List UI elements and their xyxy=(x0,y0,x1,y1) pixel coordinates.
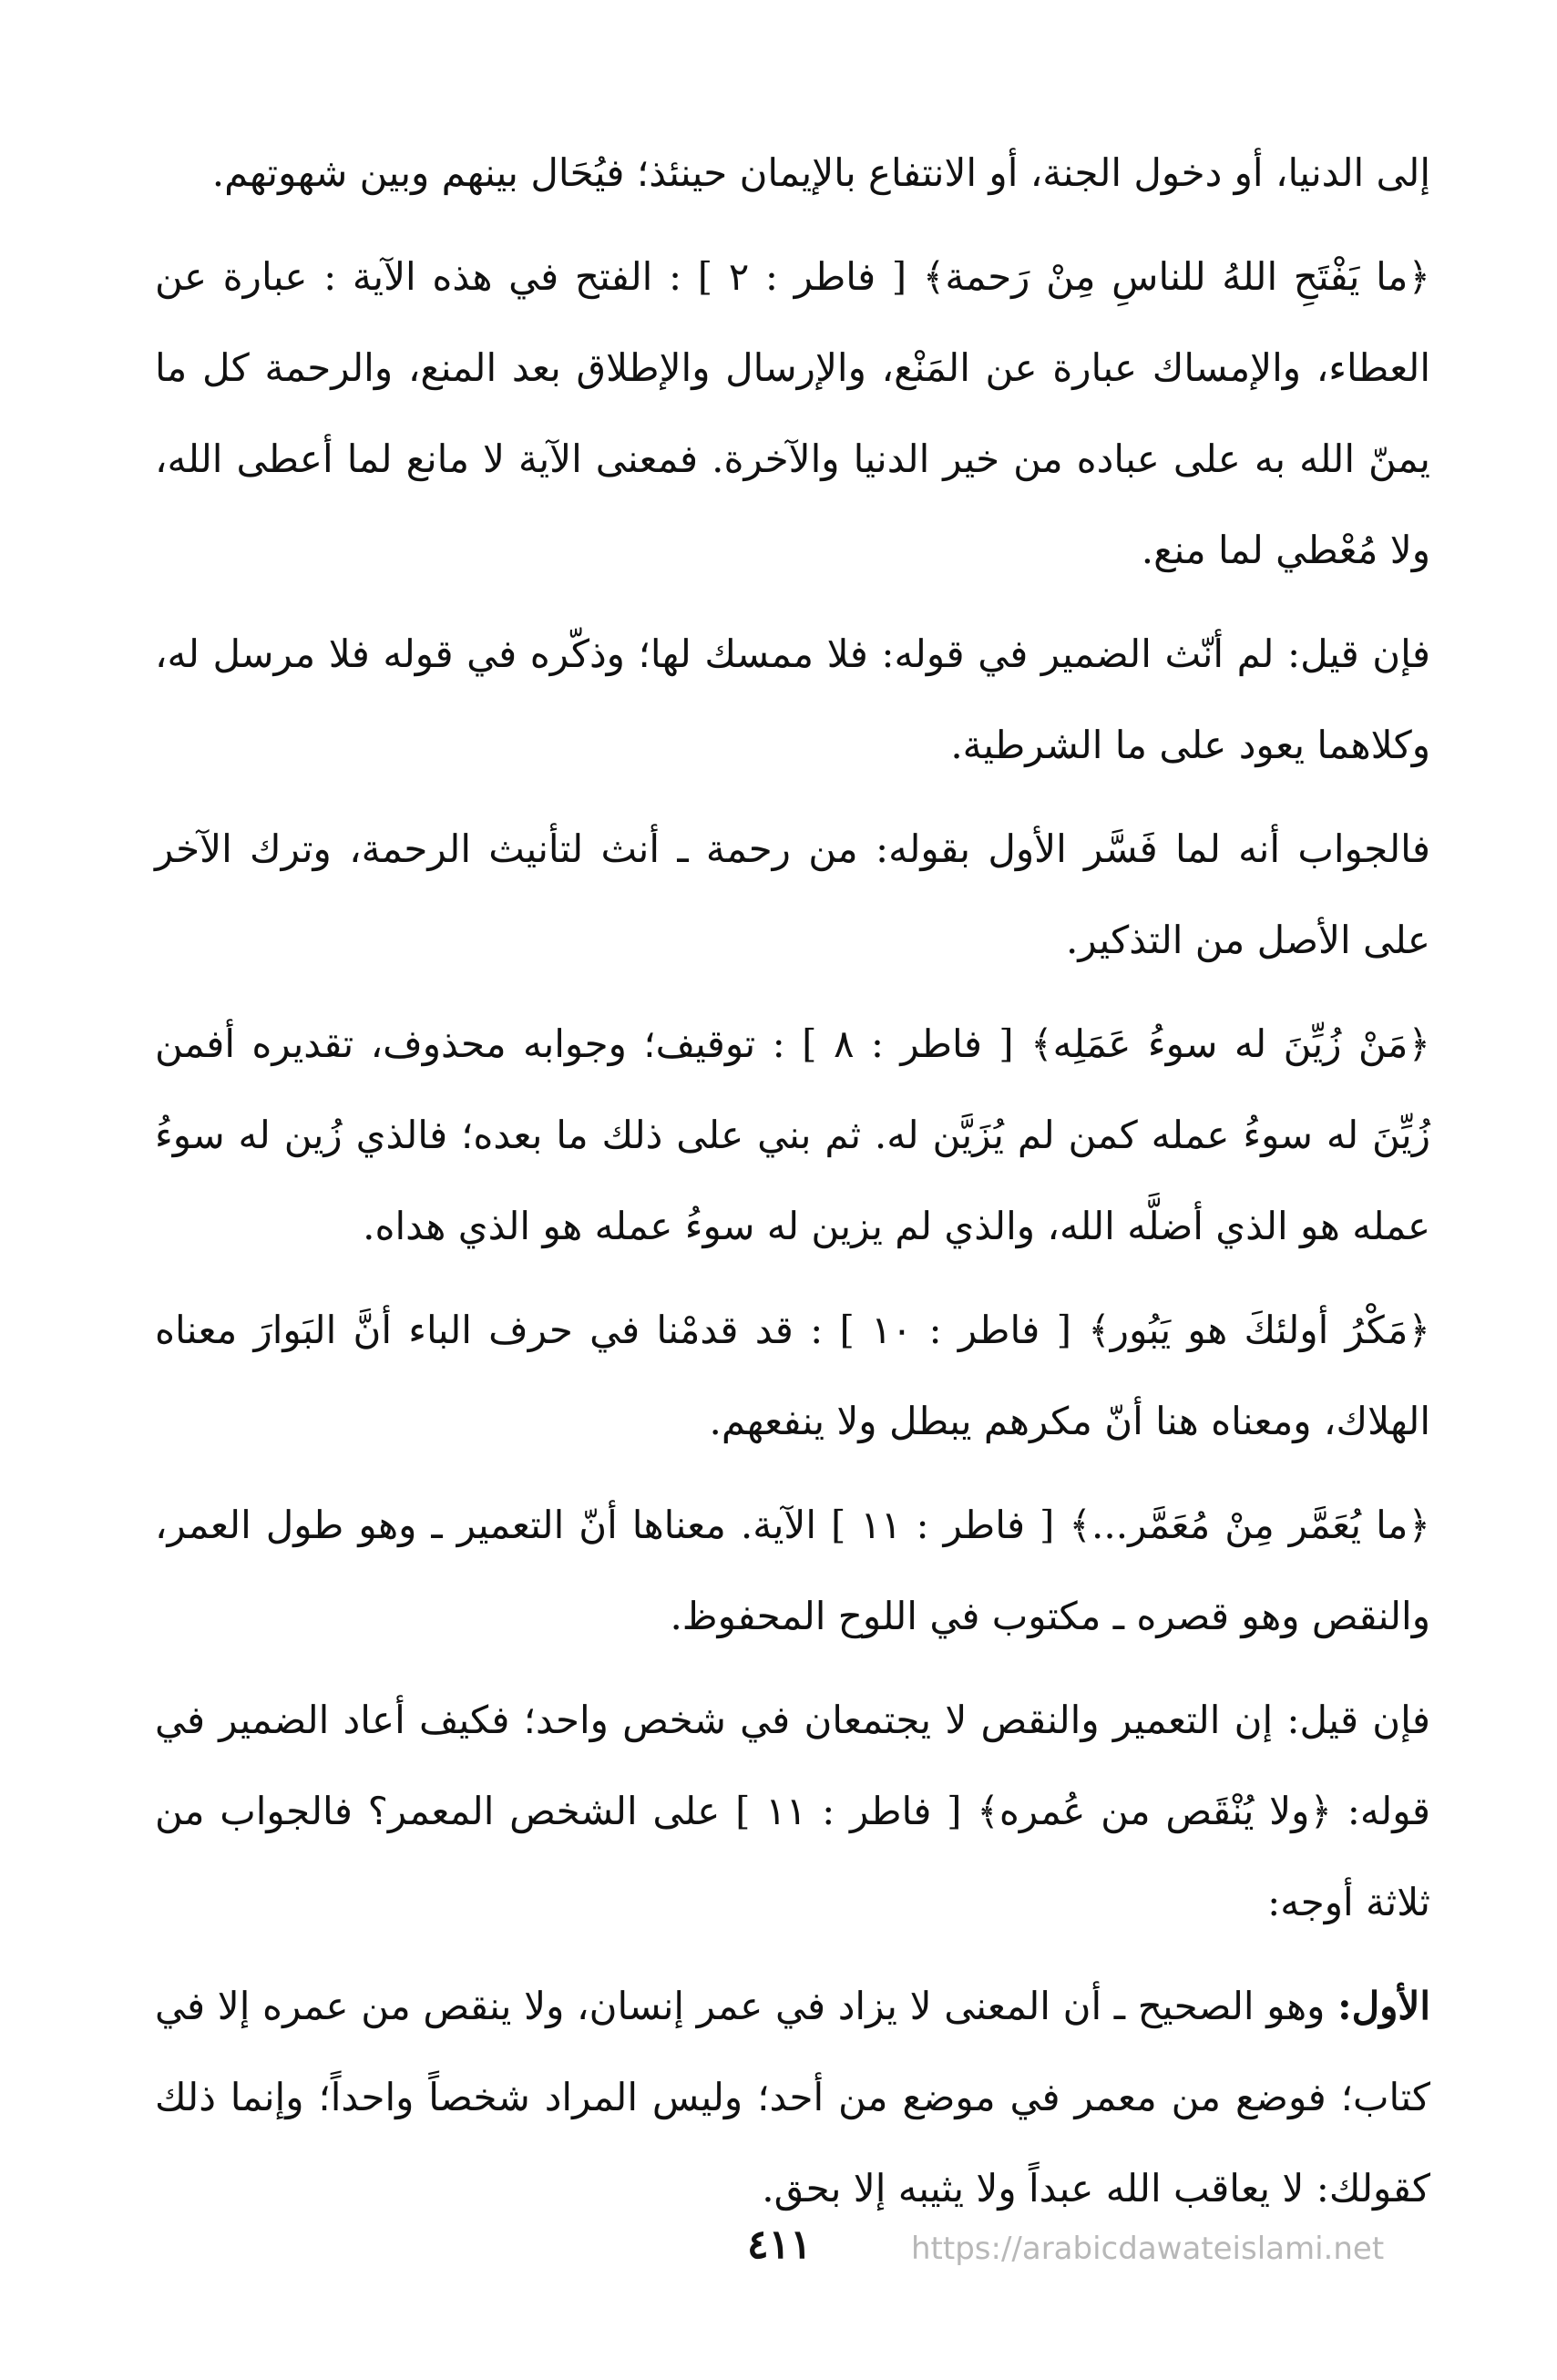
paragraph-2 xyxy=(155,231,1430,596)
watermark-url[interactable]: https://arabicdawateislami.net xyxy=(911,2231,1385,2267)
paragraph-7 xyxy=(155,1480,1430,1662)
paragraph-9-lead: الأول: xyxy=(1337,1984,1430,2028)
paragraph-9 xyxy=(155,1961,1430,2234)
page-footer xyxy=(0,2221,1557,2276)
paragraph-7-text: ﴿ما يُعَمَّر مِنْ مُعَمَّر...﴾ [ فاطر : ١١ ] الآية. معناها أنّ التعمير ـ وهو طول العمر، والنقص وهو قصره ـ مكتوب في اللوح المحفوظ. xyxy=(155,1503,1430,1638)
page-number: ٤١١ xyxy=(747,2221,812,2268)
paragraph-3-text: فإن قيل: لم أنّث الضمير في قوله: فلا ممسك لها؛ وذكّره في قوله فلا مرسل له، وكلاهما يعود على ما الشرطية. xyxy=(155,631,1430,767)
paragraph-4 xyxy=(155,804,1430,986)
paragraph-9-text: وهو الصحيح ـ أن المعنى لا يزاد في عمر إنسان، ولا ينقص من عمره إلا في كتاب؛ فوضع من معمر في موضع من أحد؛ وليس المراد شخصاً واحداً؛ وإنما ذلك كقولك: لا يعاقب الله عبداً ولا يثيبه إلا بحق. xyxy=(155,1984,1430,2211)
paragraph-5-text: ﴿مَنْ زُيِّنَ له سوءُ عَمَلِه﴾ [ فاطر : ٨ ] : توقيف؛ وجوابه محذوف، تقديره أفمن زُيِّنَ له سوءُ عمله كمن لم يُزَيَّن له. ثم بني على ذلك ما بعده؛ فالذي زُين له سوءُ عمله هو الذي أضلَّه الله، والذي لم يزين له سوءُ عمله هو الذي هداه. xyxy=(155,1021,1430,1248)
paragraph-8-text: فإن قيل: إن التعمير والنقص لا يجتمعان في شخص واحد؛ فكيف أعاد الضمير في قوله: ﴿ولا يُنْقَص من عُمره﴾ [ فاطر : ١١ ] على الشخص المعمر؟ فالجواب من ثلاثة أوجه: xyxy=(155,1698,1430,1924)
paragraph-5 xyxy=(155,999,1430,1272)
paragraph-6 xyxy=(155,1285,1430,1467)
paragraph-2-text: ﴿ما يَفْتَحِ اللهُ للناسِ مِنْ رَحمة﴾ [ فاطر : ٢ ] : الفتح في هذه الآية : عبارة عن العطاء، والإمساك عبارة عن المَنْع، والإرسال والإطلاق بعد المنع، والرحمة كل ما يمنّ الله به على عباده من خير الدنيا والآخرة. فمعنى الآية لا مانع لما أعطى الله، ولا مُعْطي لما منع. xyxy=(155,254,1430,572)
page-body xyxy=(155,128,1430,2247)
paragraph-3 xyxy=(155,609,1430,791)
paragraph-1 xyxy=(155,128,1430,219)
paragraph-6-text: ﴿مَكْرُ أولئكَ هو يَبُور﴾ [ فاطر : ١٠ ] : قد قدمْنا في حرف الباء أنَّ البَوارَ معناه الهلاك، ومعناه هنا أنّ مكرهم يبطل ولا ينفعهم. xyxy=(155,1308,1430,1443)
paragraph-8 xyxy=(155,1675,1430,1948)
paragraph-4-text: فالجواب أنه لما فَسَّر الأول بقوله: من رحمة ـ أنث لتأنيث الرحمة، وترك الآخر على الأصل من التذكير. xyxy=(155,826,1431,962)
paragraph-1-text: إلى الدنيا، أو دخول الجنة، أو الانتفاع بالإيمان حينئذ؛ فيُحَال بينهم وبين شهوتهم. xyxy=(211,150,1430,195)
